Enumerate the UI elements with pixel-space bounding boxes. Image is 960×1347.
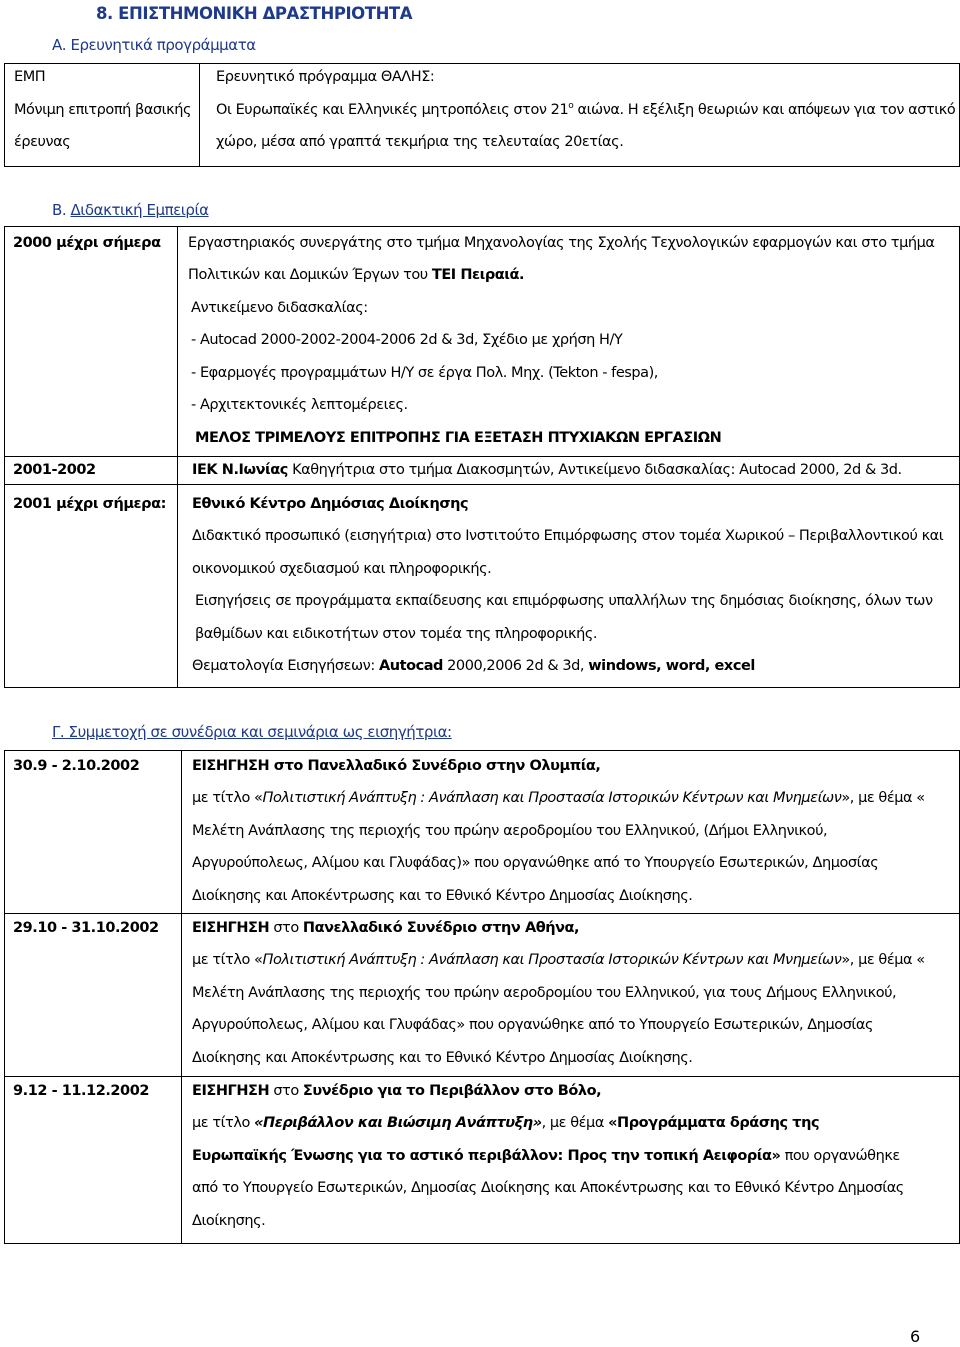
conference-1-line3: Αργυρούπολεως, Αλίμου και Γλυφάδας)» που οργανώθηκε από το Υπουργείο Εσωτερικών, Δημοσίας — [192, 855, 879, 871]
teaching-1-line1: Εργαστηριακός συνεργάτης στο τμήμα Μηχανολογίας της Σχολής Τεχνολογικών εφαρμογών και στο τμήμα — [188, 235, 935, 251]
conference-2-date: 29.10 - 31.10.2002 — [13, 920, 159, 936]
teaching-date-2: 2001-2002 — [13, 462, 96, 478]
conference-date-cell — [5, 1077, 182, 1244]
teaching-date-3: 2001 μέχρι σήμερα: — [13, 496, 166, 512]
teaching-date-cell — [5, 457, 178, 485]
conference-detail-cell — [182, 914, 960, 1077]
teaching-1-subject-2: - Εφαρμογές προγραμμάτων Η/Υ σε έργα Πολ. Μηχ. (Tekton - fespa), — [191, 365, 658, 381]
conference-3-line4: Διοίκησης. — [192, 1213, 266, 1229]
teaching-3-institution: Εθνικό Κέντρο Δημόσιας Διοίκησης — [192, 496, 469, 512]
teaching-1-subject-label: Αντικείμενο διδασκαλίας: — [191, 300, 368, 316]
research-program: Ερευνητικό πρόγραμμα ΘΑΛΗΣ: — [216, 69, 435, 85]
conference-2-line4: Διοίκησης και Αποκέντρωσης και το Εθνικό Κέντρο Δημοσίας Διοίκησης. — [192, 1050, 693, 1066]
teaching-date-1: 2000 μέχρι σήμερα — [13, 235, 161, 251]
teaching-1-committee: ΜΕΛΟΣ ΤΡΙΜΕΛΟΥΣ ΕΠΙΤΡΟΠΗΣ ΓΙΑ ΕΞΕΤΑΣΗ ΠΤΥΧΙΑΚΩΝ ΕΡΓΑΣΙΩΝ — [195, 430, 722, 446]
teaching-3-line3: οικονομικού σχεδιασμού και πληροφορικής. — [192, 561, 492, 577]
teaching-1-subject-3: - Αρχιτεκτονικές λεπτομέρειες. — [191, 397, 408, 413]
conference-1-date: 30.9 - 2.10.2002 — [13, 758, 140, 774]
teaching-date-cell — [5, 485, 178, 688]
research-committee-cont: έρευνας — [14, 134, 71, 150]
conference-2-line2: Μελέτη Ανάπλασης της περιοχής του πρώην αεροδρομίου του Ελληνικού, για τους Δήμους Ελληνικού, — [192, 985, 897, 1001]
teaching-1-subject-1: - Autocad 2000-2002-2004-2006 2d & 3d, Σχέδιο με χρήση Η/Υ — [191, 332, 623, 348]
conference-3-line1: με τίτλο «Περιβάλλον και Βιώσιμη Ανάπτυξη», με θέμα «Προγράμματα δράσης της — [192, 1115, 820, 1131]
subsection-research-title: Α. Ερευνητικά προγράμματα — [52, 36, 256, 54]
research-left-cell — [5, 64, 200, 167]
conference-1-line4: Διοίκησης και Αποκέντρωσης και το Εθνικό Κέντρο Δημοσίας Διοίκησης. — [192, 888, 693, 904]
subsection-teaching-title: Β. Διδακτική Εμπειρία — [52, 201, 209, 219]
conference-3-line2: Ευρωπαϊκής Ένωσης για το αστικό περιβάλλον: Προς την τοπική Αειφορία» που οργανώθηκε — [192, 1148, 900, 1164]
research-right-cell — [200, 64, 960, 167]
conference-2-line1: με τίτλο «Πολιτιστική Ανάπτυξη : Ανάπλαση και Προστασία Ιστορικών Κέντρων και Μνημείων», με θέμα « — [192, 952, 925, 968]
conference-2-heading: ΕΙΣΗΓΗΣΗ στο Πανελλαδικό Συνέδριο στην Αθήνα, — [192, 920, 580, 936]
conference-3-date: 9.12 - 11.12.2002 — [13, 1083, 149, 1099]
teaching-3-topics: Θεματολογία Εισηγήσεων: Autocad 2000,2006 2d & 3d, windows, word, excel — [192, 658, 755, 674]
conference-3-line3: από το Υπουργείο Εσωτερικών, Δημοσίας Διοίκησης και Αποκέντρωσης και το Εθνικό Κέντρο Δημοσίας — [192, 1180, 904, 1196]
teaching-table — [4, 226, 960, 688]
conference-2-line3: Αργυρούπολεως, Αλίμου και Γλυφάδας» που οργανώθηκε από το Υπουργείο Εσωτερικών, Δημοσίας — [192, 1017, 874, 1033]
research-committee: Μόνιμη επιτροπή βασικής — [14, 102, 192, 118]
conference-1-line1: με τίτλο «Πολιτιστική Ανάπτυξη : Ανάπλαση και Προστασία Ιστορικών Κέντρων και Μνημείων», με θέμα « — [192, 790, 925, 806]
conference-3-heading: ΕΙΣΗΓΗΣΗ στο Συνέδριο για το Περιβάλλον στο Βόλο, — [192, 1083, 602, 1099]
research-table — [4, 63, 960, 167]
conference-1-line2: Μελέτη Ανάπλασης της περιοχής του πρώην αεροδρομίου του Ελληνικού, (Δήμοι Ελληνικού, — [192, 823, 828, 839]
teaching-3-line5: βαθμίδων και ειδικοτήτων στον τομέα της πληροφορικής. — [195, 626, 598, 642]
teaching-1-line2: Πολιτικών και Δομικών Έργων του ΤΕΙ Πειραιά. — [188, 267, 525, 283]
section-title: 8. ΕΠΙΣΤΗΜΟΝΙΚΗ ΔΡΑΣΤΗΡΙΟΤΗΤΑ — [96, 4, 413, 23]
teaching-detail-cell — [178, 457, 960, 485]
teaching-3-line4: Εισηγήσεις σε προγράμματα εκπαίδευσης και επιμόρφωσης υπαλλήλων της δημόσιας διοίκησης, όλων των — [195, 593, 933, 609]
conference-date-cell — [5, 751, 182, 914]
teaching-date-cell — [5, 227, 178, 457]
teaching-detail-cell — [178, 485, 960, 688]
page-number: 6 — [910, 1327, 920, 1346]
teaching-detail-cell — [178, 227, 960, 457]
conference-detail-cell — [182, 1077, 960, 1244]
research-desc-line2: χώρο, μέσα από γραπτά τεκμήρια της τελευταίας 20ετίας. — [216, 134, 624, 150]
subsection-conferences-title: Γ. Συμμετοχή σε συνέδρια και σεμινάρια ως εισηγήτρια: — [52, 723, 452, 741]
research-desc-line1: Οι Ευρωπαϊκές και Ελληνικές μητροπόλεις στον $21^o$ αιώνα. Η εξέλιξη θεωριών και απόψεων για τον αστικό — [216, 101, 956, 118]
conference-date-cell — [5, 914, 182, 1077]
teaching-2-line: ΙΕΚ Ν.Ιωνίας Καθηγήτρια στο τμήμα Διακοσμητών, Αντικείμενο διδασκαλίας: Autocad 2000, 2d & 3d. — [192, 462, 902, 478]
research-org: ΕΜΠ — [14, 69, 46, 85]
conference-1-heading: ΕΙΣΗΓΗΣΗ στο Πανελλαδικό Συνέδριο στην Ολυμπία, — [192, 758, 601, 774]
teaching-3-line2: Διδακτικό προσωπικό (εισηγήτρια) στο Ινστιτούτο Επιμόρφωσης στον τομέα Χωρικού – Περιβαλλοντικού και — [192, 528, 944, 544]
conferences-table — [4, 750, 960, 1244]
conference-detail-cell — [182, 751, 960, 914]
